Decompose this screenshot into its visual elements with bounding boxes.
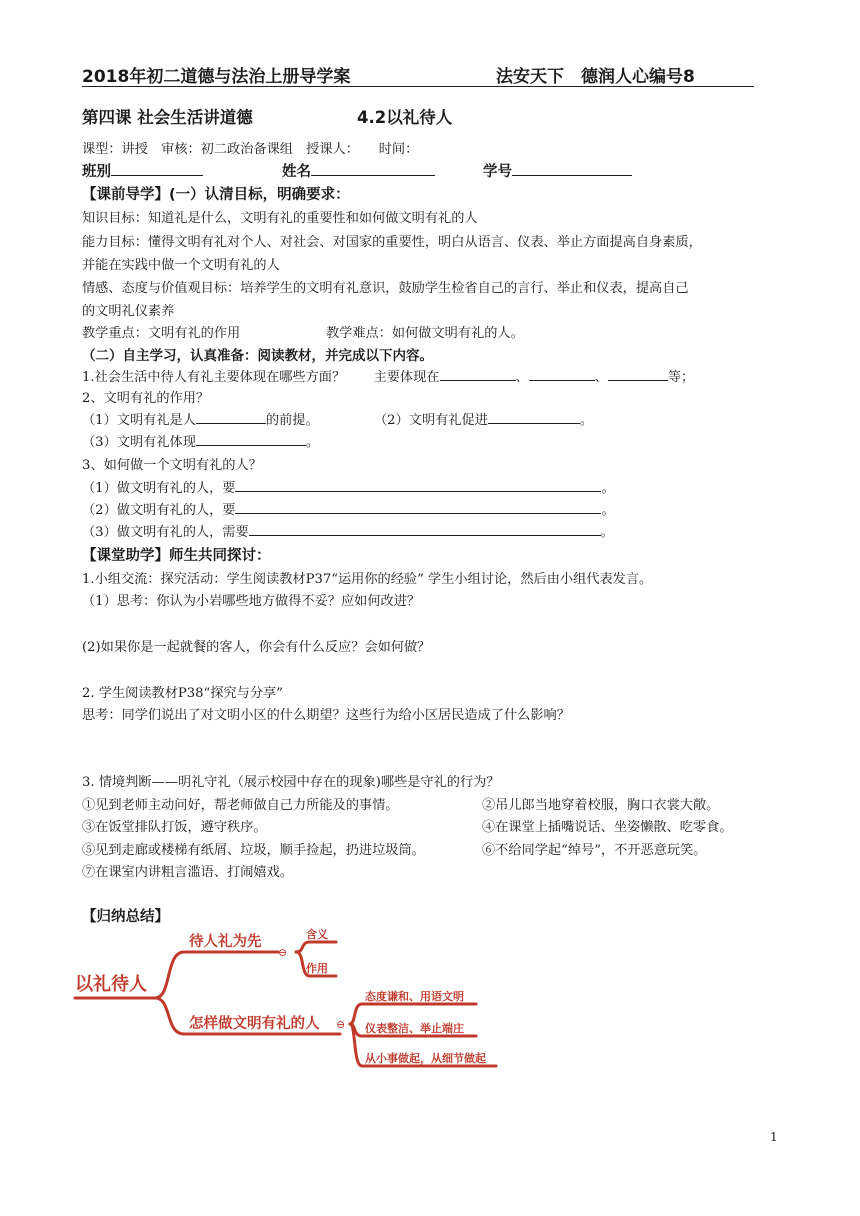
q3-2-blank[interactable] (235, 499, 601, 514)
mindmap-b2-child1: 态度谦和、用语文明 (365, 990, 464, 1003)
activity-2-question: 思考：同学们说出了对文明小区的什么期望？这些行为给小区居民造成了什么影响？ (82, 708, 570, 723)
mindmap-root: 以礼待人 (75, 974, 147, 995)
q1-end: 等； (667, 370, 695, 385)
mindmap-b1-child2: 作用 (306, 962, 328, 975)
activity-1-question-2: (2)如果你是一起就餐的客人，你会有什么反应？会如何做？ (82, 640, 431, 655)
activity-1-question-1: （1）思考：你认为小岩哪些地方做得不妥？应如何改进？ (82, 594, 421, 609)
number-label: 学号 (483, 164, 512, 180)
class-label: 班别 (82, 164, 111, 180)
judgment-item-6: ⑥不给同学起“绰号”，不开恶意玩笑。 (482, 843, 707, 858)
summary-mindmap (60, 924, 510, 1074)
q3-3-blank[interactable] (249, 521, 601, 536)
q3-1-text: （1）做文明有礼的人，要 (82, 481, 236, 496)
difficulty: 教学难点：如何做文明有礼的人。 (326, 326, 524, 341)
mindmap-branch1: 待人礼为先 (189, 934, 262, 950)
collapse-icon-1[interactable]: ⊖ (278, 946, 288, 959)
q2-item-2 (374, 409, 593, 428)
b1-child1-link (296, 942, 336, 952)
ability-goal-1: 能力目标：懂得文明有礼对个人、对社会、对国家的重要性，明白从语言、仪表、举止方面提高自身素质， (82, 235, 702, 250)
q2-3-text: （3）文明有礼体现 (82, 435, 196, 450)
meta-line: 课型：讲授 审核：初二政治备课组 授课人： 时间： (82, 142, 419, 157)
number-blank (512, 161, 632, 176)
emotion-goal-2: 的文明礼仪素养 (82, 304, 175, 319)
header-left: 2018年初二道德与法治上册导学案 (82, 67, 351, 87)
branch1-link (155, 952, 278, 998)
judgment-item-4: ④在课堂上插嘴说话、坐姿懒散、吃零食。 (482, 820, 733, 835)
judgment-item-1: ①见到老师主动问好，帮老师做自己力所能及的事情。 (82, 798, 399, 813)
question-2: 2、文明有礼的作用？ (82, 391, 210, 406)
judgment-item-3: ③在饭堂排队打饭，遵守秩序。 (82, 820, 267, 835)
q2-2-text: （2）文明有礼促进 (374, 413, 488, 428)
header-right: 法安天下 德润人心编号8 (496, 67, 695, 87)
judgment-item-5: ⑤见到走廊或楼梯有纸屑、垃圾，顺手捡起，扔进垃圾筒。 (82, 843, 425, 858)
q1-blank-2[interactable] (529, 366, 595, 381)
q1-sep-1: 、 (515, 370, 529, 385)
q1-lead: 主要体现在 (373, 370, 440, 385)
b2-child1-link (350, 1004, 476, 1024)
page-number: 1 (770, 1130, 778, 1144)
q2-1-text: （1）文明有礼是人 (82, 413, 196, 428)
q2-3-end: 。 (305, 435, 320, 450)
judgment-item-2: ②吊儿郎当地穿着校服，胸口衣裳大敞。 (482, 798, 720, 813)
q1-blank-3[interactable] (608, 366, 668, 381)
self-study-heading: （二）自主学习，认真准备：阅读教材，并完成以下内容。 (82, 348, 433, 364)
q1-prompt: 1.社会生活中待人有礼主要体现在哪些方面？ (82, 370, 346, 385)
q2-1-end: 的前提。 (265, 413, 319, 428)
mindmap-branch2: 怎样做文明有礼的人 (189, 1016, 320, 1032)
q3-1-end: 。 (601, 481, 615, 496)
name-label: 姓名 (282, 164, 311, 180)
activity-3: 3. 情境判断——明礼守礼（展示校园中存在的现象)哪些是守礼的行为？ (82, 775, 500, 790)
q3-item-3 (82, 521, 614, 540)
class-blank (111, 161, 203, 176)
q3-item-1 (82, 477, 615, 496)
emotion-goal-1: 情感、态度与价值观目标：培养学生的文明有礼意识，鼓励学生检省自己的言行、举止和仪表，提高自己 (82, 281, 689, 296)
collapse-icon-2[interactable]: ⊖ (336, 1018, 346, 1031)
q2-3-blank[interactable] (196, 431, 306, 446)
q3-2-end: 。 (601, 503, 615, 518)
q3-3-end: 。 (600, 525, 614, 540)
q2-1-blank[interactable] (196, 409, 266, 424)
lesson-title: 第四课 社会生活讲道德 (82, 108, 253, 127)
preview-heading: 【课前导学】(一）认清目标，明确要求： (82, 187, 350, 203)
q3-item-2 (82, 499, 615, 518)
lesson-subtitle: 4.2以礼待人 (357, 108, 453, 127)
q2-2-end: 。 (579, 413, 594, 428)
question-1 (82, 366, 694, 385)
summary-heading: 【归纳总结】 (82, 909, 169, 925)
q2-item-1 (82, 409, 319, 428)
mindmap-b2-child3: 从小事做起，从细节做起 (365, 1052, 486, 1065)
ability-goal-2: 并能在实践中做一个文明有礼的人 (82, 258, 280, 273)
key-point: 教学重点：文明有礼的作用 (82, 326, 241, 341)
q3-1-blank[interactable] (235, 477, 601, 492)
q3-2-text: （2）做文明有礼的人，要 (82, 503, 236, 518)
q1-sep-2: 、 (594, 370, 608, 385)
activity-2: 2. 学生阅读教材P38“探究与分享” (82, 686, 283, 701)
class-field (82, 160, 203, 181)
q2-2-blank[interactable] (488, 409, 580, 424)
header-divider (82, 86, 754, 87)
knowledge-goal: 知识目标：知道礼是什么，文明有礼的重要性和如何做文明有礼的人 (82, 211, 478, 226)
q2-item-3 (82, 431, 319, 450)
mindmap-b2-child2: 仪表整洁、举止端庄 (365, 1022, 464, 1035)
number-field (483, 160, 632, 181)
name-field (282, 160, 435, 181)
mindmap-b1-child1: 含义 (306, 928, 328, 941)
name-blank (311, 161, 435, 176)
q3-3-text: （3）做文明有礼的人，需要 (82, 525, 249, 540)
judgment-item-7: ⑦在课室内讲粗言滥语、打闹嬉戏。 (82, 865, 293, 880)
activity-1: 1.小组交流：探究活动：学生阅读教材P37“运用你的经验” 学生小组讨论，然后由小组代表发言。 (82, 572, 653, 587)
q1-blank-1[interactable] (440, 366, 516, 381)
question-3: 3、如何做一个文明有礼的人？ (82, 458, 262, 473)
classroom-heading: 【课堂助学】师生共同探讨： (82, 548, 271, 564)
